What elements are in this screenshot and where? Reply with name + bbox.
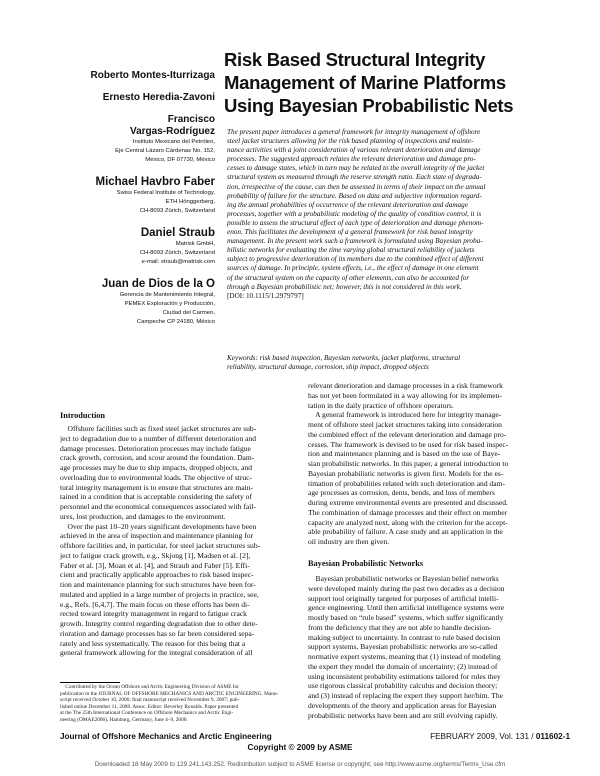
issue-info xyxy=(430,732,570,741)
body-line: and (3) instead of replacing the expert they support her/him. The xyxy=(308,691,503,700)
journal-name: Journal of Offshore Mechanics and Arctic Engineering xyxy=(60,732,272,741)
body-line: were developed mainly during the past two decades as a decision xyxy=(308,583,505,593)
body-line: during extreme environmental events are presented and discussed. xyxy=(308,498,508,507)
abstract-line: nance activities with a joint consideration of various relevant deterioration and damage xyxy=(227,146,481,155)
author-name: Juan de Dios de la O xyxy=(101,278,215,290)
issue-date: FEBRUARY 2009, Vol. 131 xyxy=(430,732,530,741)
keywords-line: Keywords: risk based inspection, Bayesian networks, jacket platforms, structural xyxy=(227,354,461,362)
abstract-line: enon. This facilitates the development of a general framework for risk based integrity xyxy=(227,228,473,237)
abstract-line: probability of failure for the structure. Based on data and subjective information regard- xyxy=(227,191,482,200)
body-line: ment of offshore steel jacket structures taking into consideration xyxy=(308,420,502,429)
abstract-line: The present paper introduces a general framework for integrity management of offshore xyxy=(227,128,481,136)
abstract-line: subject to progressive deterioration of its members due to the combined effect of different xyxy=(227,255,484,264)
abstract-line: structural system as measured through the reserve strength ratio. Each state of degrada- xyxy=(227,173,482,182)
body-line: cesses. The framework is devised to be used for risk based inspec- xyxy=(308,439,509,449)
author-name: Daniel Straub xyxy=(140,227,215,239)
abstract-line: sources of damage. In principle, system effects, i.e., the effect of damage in one element xyxy=(227,264,479,273)
body-line: using inconsistent probability estimations tailored for rules they xyxy=(308,671,501,681)
body-line: able probability of failure. A case study and an application in the xyxy=(308,527,503,537)
author-affiliation: Swiss Federal Institute of Technology, xyxy=(116,190,215,196)
author-affiliation: Campeche CP 24180, México xyxy=(136,319,215,325)
body-line: sian probabilistic networks. In this paper, a general introduction to xyxy=(308,459,509,468)
body-line: tion and maintenance planning and is based on the use of Baye- xyxy=(308,449,501,459)
abstract xyxy=(227,128,571,301)
body-line: achieved in the area of inspection and maintenance planning for xyxy=(60,531,253,541)
body-line: offshore facilities and, in particular, for steel jacket structures sub- xyxy=(60,541,261,550)
right-column-text xyxy=(308,381,548,547)
abstract-line: processes. The suggested approach relates the relevant deterioration and damage pro- xyxy=(227,155,476,164)
author-name: Michael Havbro Faber xyxy=(95,176,215,188)
section-heading-introduction: Introduction xyxy=(60,411,106,420)
download-notice: Downloaded 18 May 2009 to 129.241.143.252. Redistribution subject to ASME license or copyright; see http://www.asme.org/terms/Terms_Use.cfm xyxy=(94,761,506,768)
body-line: tained in a condition that is acceptable considering the safety of xyxy=(60,492,252,502)
body-line: rately and less systematically. The reason for this being that a xyxy=(60,638,246,648)
abstract-line: ing the annual probabilities of occurrence of the relevant deterioration and damage xyxy=(227,200,468,209)
body-line: tation in the daily practice of offshore operators. xyxy=(308,400,454,410)
body-line: support tool originally targeted for purposes of artificial intelli- xyxy=(308,593,499,603)
body-line: ures, lost production, and damages to the environment. xyxy=(60,511,226,521)
abstract-line: steel jacket structures allowing for the risk based planning of inspections and mainte- xyxy=(227,137,474,146)
author-name: Vargas-Rodríguez xyxy=(129,126,215,137)
title-line: Using Bayesian Probabilistic Nets xyxy=(224,95,514,116)
body-line: the expert they model the domain of uncertainty; (2) instead of xyxy=(308,661,498,671)
body-line: ject to fatigue crack growth, e.g., Skjong [1], Madsen et al. [2], xyxy=(60,550,251,560)
author-name: Francisco xyxy=(167,114,215,125)
footnote xyxy=(60,684,300,724)
body-line: tural integrity management is to ensure that structures are main- xyxy=(60,482,254,492)
author-affiliation: CH-8093 Zürich, Switzerland xyxy=(139,250,215,256)
abstract-line: cesses to damage states, which in turn may be related to the overall integrity of the jacket xyxy=(227,164,485,173)
body-line: probabilistic networks have been and are still evolving rapidly. xyxy=(308,710,498,720)
body-line: use rigorous classical probability calculus and decision theory; xyxy=(308,681,498,691)
body-line: support systems, Bayesian probabilistic networks are so-called xyxy=(308,642,498,652)
footnote-line: publication in the JOURNAL OF OFFSHORE MECHANICS AND ARCTIC ENGINEERING. Manu- xyxy=(60,690,279,697)
body-line: Faber et al. [3], Moan et al. [4], and Straub and Faber [5]. Effi- xyxy=(60,560,250,570)
body-line: crack growth, corrosion, and scour around the foundation. Dam- xyxy=(60,453,255,463)
doi: [DOI: 10.1115/1.2979797] xyxy=(227,291,304,300)
author-affiliation: Matrisk GmbH, xyxy=(175,241,215,247)
bayesian-networks-text xyxy=(308,574,548,720)
body-line: oil industry are then given. xyxy=(308,537,390,546)
author-affiliation: México, DF 07730, México xyxy=(145,157,215,163)
keywords-line: reliability, structural damage, corrosion, ship impact, dropped objects xyxy=(227,363,429,372)
body-line: mostly based on “rule based” systems, which suffer significantly xyxy=(308,613,504,622)
body-line: rioration and damage processes has so far been considered sepa- xyxy=(60,628,255,638)
body-line: from the deficiency that they are not able to handle decision- xyxy=(308,622,492,632)
body-line: relevant deterioration and damage processes in a risk framework xyxy=(308,381,503,390)
author-name: Ernesto Heredia-Zavoni xyxy=(102,92,215,103)
body-line: e.g., Refs. [6,4,7]. The main focus on these efforts has been di- xyxy=(60,599,250,609)
body-line: ject to degradation due to a number of different deterioration and xyxy=(60,433,257,443)
body-line: A general framework is introduced here for integrity manage- xyxy=(308,410,502,420)
abstract-line: tion, irrespective of the cause, can then be assessed in terms of their impact on the annual xyxy=(227,182,486,191)
body-line: Over the past 10–20 years significant developments have been xyxy=(60,521,257,531)
footnote-line: at the The 25th International Conference on Offshore Mechanics and Arctic Engi- xyxy=(60,710,234,717)
copyright: Copyright © 2009 by ASME xyxy=(247,743,353,752)
title-line: Management of Marine Platforms xyxy=(224,72,506,93)
author-affiliation: Eje Central Lázaro Cárdenas No. 152, xyxy=(115,148,215,154)
body-line: overloading due to environmental loads. The objective of struc- xyxy=(60,472,253,482)
abstract-line: of the structural system on the capacity of other elements, can also be accounted for xyxy=(227,273,470,282)
author-affiliation: Ciudad del Carmen, xyxy=(162,310,215,316)
body-line: general framework allowing for the integral consideration of all xyxy=(60,648,253,658)
abstract-line: through a Bayesian probabilistic net; however, this is not considered in this work. xyxy=(227,282,462,291)
author-name: Roberto Montes-Iturrizaga xyxy=(90,70,215,81)
body-line: growth. Integrity control regarding degradation due to other dete- xyxy=(60,619,258,628)
body-line: capacity are analyzed next, along with the criterion for the accept- xyxy=(308,517,508,527)
abstract-line: management. In the present work such a framework is formulated using Bayesian proba- xyxy=(227,237,483,246)
abstract-line: possible to assess the structural effect of each type of deterioration and damage phenom- xyxy=(227,218,484,227)
article-number: 011602-1 xyxy=(535,732,570,741)
introduction-text xyxy=(60,424,300,658)
body-line: Offshore facilities such as fixed steel jacket structures are sub- xyxy=(60,424,257,433)
body-line: normative expert systems, meaning that (1) instead of modeling xyxy=(308,652,501,661)
paper-title xyxy=(224,48,574,117)
body-line: tion and maintenance planning for such structures have been for- xyxy=(60,580,256,589)
abstract-line: processes, together with a probabilistic modeling of the quality of condition control, it is xyxy=(227,209,482,218)
body-line: damage processes. Deterioration processes may include fatigue xyxy=(60,443,251,453)
body-line: personnel and the economical consequences associated with fail- xyxy=(60,502,256,511)
body-line: age processes as corrosion, dents, bends, and loss of members xyxy=(308,488,495,498)
body-line: developments of the theory and application areas for Bayesian xyxy=(308,700,497,710)
author-affiliation: CH-8093 Zürich, Switzerland xyxy=(139,208,215,214)
body-line: Bayesian probabilistic networks or Bayesian belief networks xyxy=(308,574,499,583)
footnote-line: neering (OMAE2006), Hamburg, Germany, June 4–9, 2006. xyxy=(60,716,188,723)
author-affiliation: e-mail: straub@matrisk.com xyxy=(141,259,215,265)
issue-separator: / xyxy=(529,732,536,741)
author-affiliation: Instituto Mexicano del Petróleo, xyxy=(132,139,215,145)
footnote-line: Contributed by the Ocean Offshore and Arctic Engineering Division of ASME for xyxy=(60,684,239,690)
footnote-rule xyxy=(60,682,120,683)
abstract-line: bilistic networks for evaluating the time varying global structural reliability of jackets xyxy=(227,246,475,255)
body-line: mulated and applied in a large number of projects in practice, see, xyxy=(60,589,259,599)
body-line: timation of probabilities related with such deterioration and dam- xyxy=(308,478,506,488)
body-line: the combined effect of the relevant deterioration and damage pro- xyxy=(308,429,507,439)
body-line: cient and practically applicable approaches to risk based inspec- xyxy=(60,570,254,580)
author-affiliation: ETH Hönggerberg, xyxy=(165,199,215,205)
body-line: age processes may be due to ship impacts, dropped objects, and xyxy=(60,463,252,472)
author-block xyxy=(50,70,215,337)
body-line: The combination of damage processes and their effect on member xyxy=(308,507,508,517)
title-line: Risk Based Structural Integrity xyxy=(224,49,486,70)
section-heading-bayesian-networks: Bayesian Probabilistic Networks xyxy=(308,559,424,568)
footnote-line: lished online December 11, 2008. Assoc. Editor: Beverley Ronalds. Paper presented xyxy=(60,703,239,710)
body-line: making subject to uncertainty. In contrast to rule based decision xyxy=(308,632,501,642)
author-affiliation: Gerencia de Mantenimiento Integral, xyxy=(119,292,215,298)
author-affiliation: PEMEX Exploración y Producción, xyxy=(124,301,215,307)
keywords xyxy=(227,354,571,372)
body-line: gence engineering. Until then artificial intelligence systems were xyxy=(308,603,505,613)
body-line: rected toward integrity management in regard to fatigue crack xyxy=(60,609,247,619)
footnote-line: script received October 10, 2006; final manuscript received November 9, 2007; pub- xyxy=(60,697,240,704)
body-line: has not yet been formulated in a way allowing for its implemen- xyxy=(308,390,502,400)
body-line: Bayesian probabilistic networks is given first. Models for the es- xyxy=(308,468,504,478)
